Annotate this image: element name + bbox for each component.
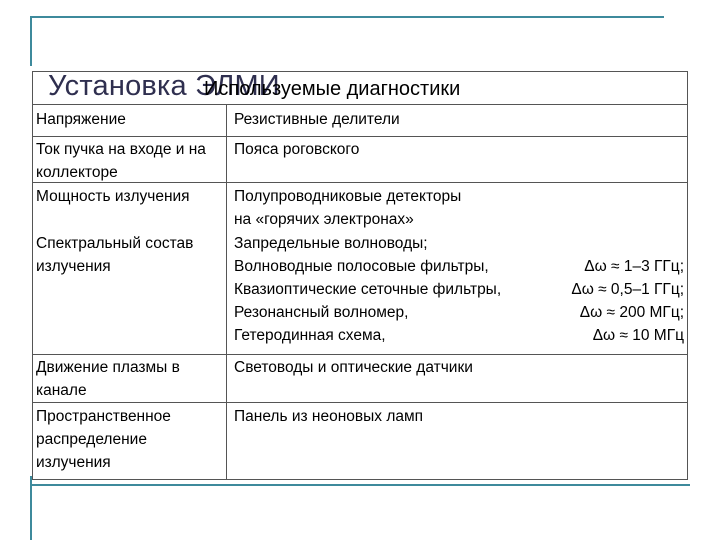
param-radiation-power: Мощность излучения [36, 188, 190, 205]
method-text: Гетеродинная схема, [234, 327, 386, 344]
top-decorative-line [30, 16, 664, 18]
method-text: Волноводные полосовые фильтры, [234, 258, 489, 275]
bandwidth-value: Δω ≈ 10 МГц [592, 327, 684, 344]
method-line [234, 278, 684, 301]
method-line [234, 301, 684, 324]
left-decorative-line [30, 16, 32, 66]
method-line: Полупроводниковые детекторы [234, 188, 462, 205]
method-plasma-motion: Световоды и оптические датчики [234, 359, 473, 376]
param-voltage: Напряжение [36, 111, 126, 128]
method-line [234, 255, 684, 278]
method-text: Резонансный волномер, [234, 304, 409, 321]
table-header-text: Используемые диагностики [204, 78, 461, 100]
column-separator [226, 105, 227, 480]
bottom-left-decorative-line [30, 476, 32, 540]
method-text: Запредельные волноводы; [234, 235, 428, 252]
row-separator [32, 402, 688, 403]
method-line: на «горячих электронах» [234, 211, 414, 228]
method-spatial-distribution: Панель из неоновых ламп [234, 408, 424, 425]
param-beam-current: Ток пучка на входе и на коллекторе [36, 141, 206, 181]
method-text: Квазиоптические сеточные фильтры, [234, 281, 502, 298]
method-radiation-power [234, 185, 684, 231]
bandwidth-value: Δω ≈ 200 МГц; [579, 304, 684, 321]
slide-title: Установка ЭЛМИ [48, 70, 280, 102]
method-beam-current: Пояса роговского [234, 141, 360, 158]
param-spatial-distribution: Пространственное распределение излучения [36, 408, 171, 471]
bottom-decorative-line [30, 484, 690, 486]
method-line [234, 232, 684, 255]
row-separator [32, 354, 688, 355]
bandwidth-value: Δω ≈ 1–3 ГГц; [584, 258, 684, 275]
method-spectral-composition [234, 232, 684, 347]
param-spectral-composition: Спектральный состав излучения [36, 235, 194, 275]
param-plasma-motion: Движение плазмы в канале [36, 359, 180, 399]
method-voltage: Резистивные делители [234, 111, 400, 128]
bandwidth-value: Δω ≈ 0,5–1 ГГц; [571, 281, 684, 298]
row-separator [32, 136, 688, 137]
method-line [234, 324, 684, 347]
